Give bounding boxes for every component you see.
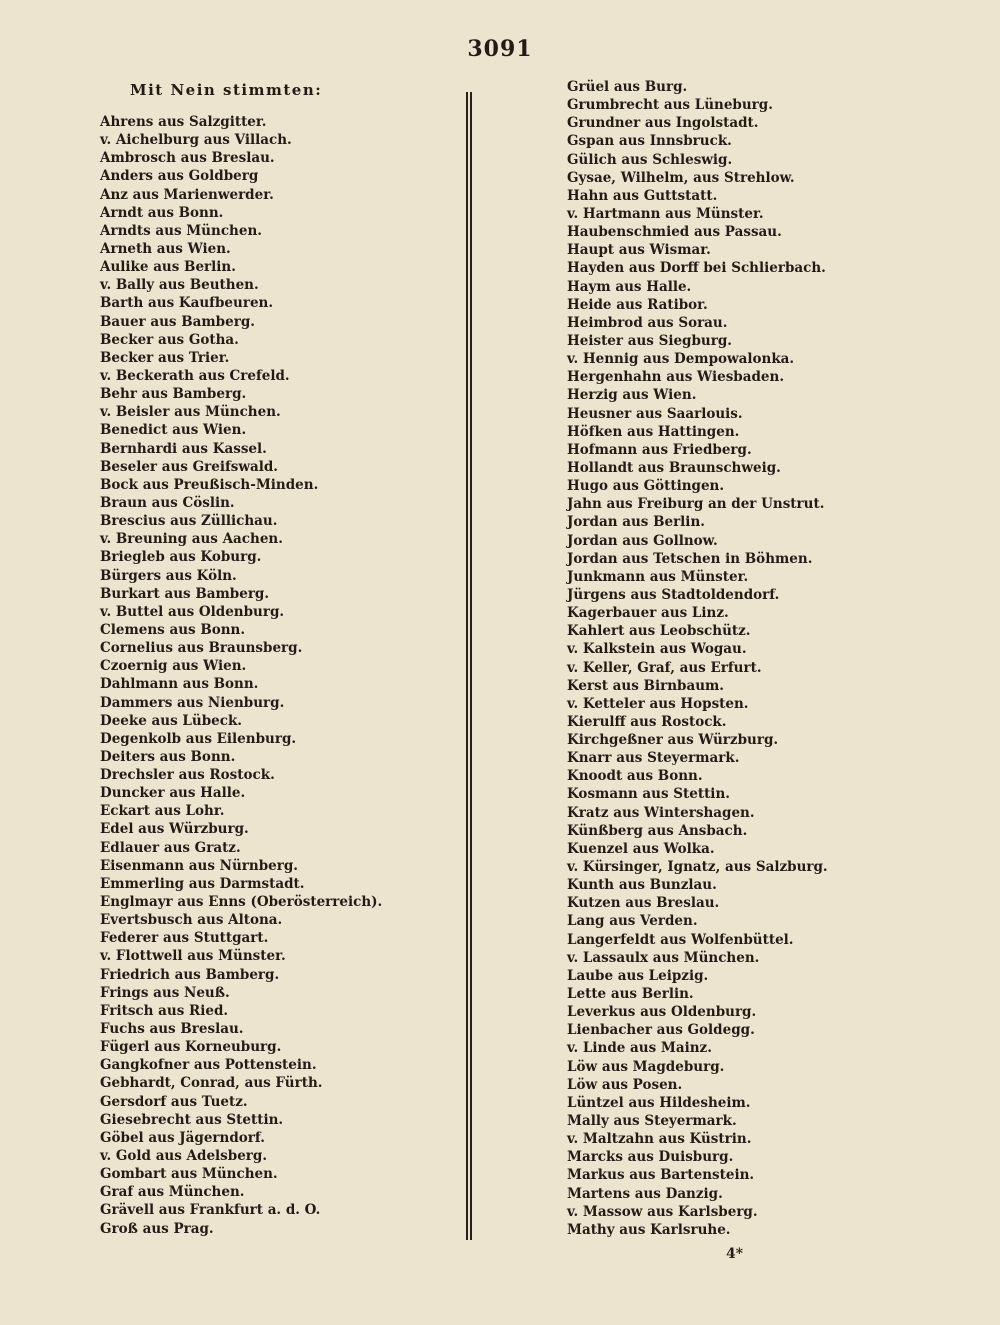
list-item: Ahrens aus Salzgitter. [100, 114, 267, 130]
list-item: Kahlert aus Leobschütz. [567, 623, 751, 640]
list-item: Kunth aus Bunzlau. [567, 877, 717, 894]
list-item: Kosmann aus Stettin. [567, 786, 730, 803]
list-item: Behr aus Bamberg. [100, 386, 247, 403]
list-item: Bürgers aus Köln. [100, 567, 237, 584]
list-item: Kirchgeßner aus Würzburg. [567, 732, 779, 749]
list-item: Fügerl aus Korneuburg. [100, 1039, 282, 1056]
list-item: v. Linde aus Mainz. [567, 1040, 712, 1057]
list-item: Martens aus Danzig. [567, 1185, 723, 1202]
list-item: Heimbrod aus Sorau. [567, 314, 728, 331]
list-item: Lang aus Verden. [567, 913, 698, 930]
list-item: v. Kürsinger, Ignatz, aus Salzburg. [567, 859, 828, 876]
list-item: Gspan aus Innsbruck. [567, 133, 732, 150]
list-item: Hugo aus Göttingen. [567, 478, 725, 495]
list-item: Kierulff aus Rostock. [567, 713, 727, 730]
list-item: Laube aus Leipzig. [567, 967, 709, 984]
list-item: Löw aus Posen. [567, 1076, 683, 1093]
list-item: Dahlmann aus Bonn. [100, 676, 259, 693]
list-item: Dammers aus Nienburg. [100, 694, 285, 711]
right-name-list [567, 78, 967, 1239]
list-item: Aulike aus Berlin. [100, 259, 236, 276]
list-item: Gysae, Wilhelm, aus Strehlow. [567, 169, 795, 186]
list-item: Künßberg aus Ansbach. [567, 822, 748, 839]
list-item: Drechsler aus Rostock. [100, 767, 275, 784]
right-column [567, 78, 967, 1239]
list-item: Gombart aus München. [100, 1166, 278, 1183]
list-item: Heister aus Siegburg. [567, 332, 732, 349]
list-item: Groß aus Prag. [100, 1220, 214, 1237]
list-item: Lüntzel aus Hildesheim. [567, 1094, 751, 1111]
list-item: Leverkus aus Oldenburg. [567, 1004, 757, 1021]
list-item: Heide aus Ratibor. [567, 296, 708, 313]
list-item: Gangkofner aus Pottenstein. [100, 1057, 317, 1074]
list-item: Becker aus Gotha. [100, 331, 239, 348]
list-item: Deiters aus Bonn. [100, 748, 236, 765]
list-item: Kerst aus Birnbaum. [567, 677, 724, 694]
list-item: v. Maltzahn aus Küstrin. [567, 1131, 752, 1148]
list-item: Benedict aus Wien. [100, 422, 247, 439]
list-item: Hayden aus Dorff bei Schlierbach. [567, 260, 826, 277]
list-item: v. Massow aus Karlsberg. [567, 1203, 758, 1220]
list-item: Herzig aus Wien. [567, 387, 697, 404]
list-item: Eckart aus Lohr. [100, 803, 225, 820]
list-item: Grumbrecht aus Lüneburg. [567, 97, 773, 114]
list-item: v. Gold aus Adelsberg. [100, 1148, 268, 1165]
list-item: v. Aichelburg aus Villach. [100, 132, 292, 149]
list-item: Czoernig aus Wien. [100, 658, 247, 675]
list-item: Ambrosch aus Breslau. [100, 150, 275, 167]
list-item: Kagerbauer aus Linz. [567, 605, 729, 622]
list-item: Arndts aus München. [100, 222, 262, 239]
vote-heading: Mit Nein stimmten: [130, 81, 323, 99]
list-item: Grundner aus Ingolstadt. [567, 115, 759, 132]
list-item: Lette aus Berlin. [567, 986, 694, 1003]
list-item: Haym aus Halle. [567, 278, 692, 295]
list-item: Haupt aus Wismar. [567, 242, 711, 259]
list-item: Edlauer aus Gratz. [100, 839, 241, 856]
list-item: Bock aus Preußisch-Minden. [100, 476, 319, 493]
list-item: Frings aus Neuß. [100, 984, 230, 1001]
list-item: Haubenschmied aus Passau. [567, 224, 782, 241]
list-item: Hahn aus Guttstatt. [567, 187, 718, 204]
list-item: Braun aus Cöslin. [100, 494, 235, 511]
list-item: Mathy aus Karlsruhe. [567, 1221, 731, 1238]
list-item: Arndt aus Bonn. [100, 204, 224, 221]
list-item: Jahn aus Freiburg an der Unstrut. [567, 496, 825, 513]
list-item: Kuenzel aus Wolka. [567, 840, 715, 857]
left-name-list [100, 113, 460, 1238]
list-item: Jordan aus Tetschen in Böhmen. [567, 550, 813, 567]
list-item: Giesebrecht aus Stettin. [100, 1111, 284, 1128]
list-item: Brescius aus Züllichau. [100, 513, 278, 530]
list-item: Höfken aus Hattingen. [567, 423, 740, 440]
list-item: v. Beisler aus München. [100, 404, 281, 421]
list-item: Anz aus Marienwerder. [100, 186, 274, 203]
list-item: Hergenhahn aus Wiesbaden. [567, 369, 785, 386]
list-item: Bauer aus Bamberg. [100, 313, 255, 330]
list-item: Grüel aus Burg. [567, 79, 688, 95]
list-item: v. Breuning aus Aachen. [100, 531, 283, 548]
list-item: Grävell aus Frankfurt a. d. O. [100, 1202, 321, 1219]
left-column [100, 78, 460, 1238]
list-item: v. Hennig aus Dempowalonka. [567, 351, 795, 368]
list-item: Gülich aus Schleswig. [567, 151, 733, 168]
list-item: Briegleb aus Koburg. [100, 549, 262, 566]
list-item: Becker aus Trier. [100, 349, 230, 366]
list-item: Langerfeldt aus Wolfenbüttel. [567, 931, 794, 948]
signature-mark: 4* [726, 1246, 744, 1262]
list-item: Duncker aus Halle. [100, 785, 246, 802]
list-item: v. Beckerath aus Crefeld. [100, 367, 290, 384]
list-item: Barth aus Kaufbeuren. [100, 295, 274, 312]
list-item: v. Buttel aus Oldenburg. [100, 603, 285, 620]
list-item: Hofmann aus Friedberg. [567, 441, 752, 458]
list-item: Emmerling aus Darmstadt. [100, 875, 305, 892]
list-item: Beseler aus Greifswald. [100, 458, 278, 475]
list-item: Anders aus Goldberg [100, 168, 259, 185]
list-item: Englmayr aus Enns (Oberösterreich). [100, 894, 383, 911]
list-item: Cornelius aus Braunsberg. [100, 640, 303, 657]
list-item: Edel aus Würzburg. [100, 821, 249, 838]
list-item: Junkmann aus Münster. [567, 568, 749, 585]
list-item: Bernhardi aus Kassel. [100, 440, 267, 457]
list-item: Deeke aus Lübeck. [100, 712, 243, 729]
list-item: Mally aus Steyermark. [567, 1113, 737, 1130]
list-item: Jürgens aus Stadtoldendorf. [567, 586, 780, 603]
list-item: Gersdorf aus Tuetz. [100, 1093, 248, 1110]
list-item: Eisenmann aus Nürnberg. [100, 857, 299, 874]
list-item: Kutzen aus Breslau. [567, 895, 720, 912]
list-item: Degenkolb aus Eilenburg. [100, 730, 297, 747]
list-item: Fritsch aus Ried. [100, 1002, 229, 1019]
list-item: Löw aus Magdeburg. [567, 1058, 725, 1075]
list-item: Clemens aus Bonn. [100, 621, 246, 638]
list-item: Heusner aus Saarlouis. [567, 405, 743, 422]
list-item: Marcks aus Duisburg. [567, 1149, 734, 1166]
list-item: Evertsbusch aus Altona. [100, 912, 283, 929]
list-item: Kratz aus Wintershagen. [567, 804, 755, 821]
list-item: Jordan aus Gollnow. [567, 532, 718, 549]
list-item: Fuchs aus Breslau. [100, 1021, 244, 1038]
list-item: Lienbacher aus Goldegg. [567, 1022, 755, 1039]
list-item: Jordan aus Berlin. [567, 514, 705, 531]
list-item: v. Keller, Graf, aus Erfurt. [567, 659, 762, 676]
list-item: Friedrich aus Bamberg. [100, 966, 280, 983]
column-divider [466, 92, 472, 1240]
list-item: v. Bally aus Beuthen. [100, 277, 259, 294]
list-item: Gebhardt, Conrad, aus Fürth. [100, 1075, 323, 1092]
page-number: 3091 [467, 36, 533, 62]
list-item: Markus aus Bartenstein. [567, 1167, 755, 1184]
list-item: Federer aus Stuttgart. [100, 930, 269, 947]
list-item: v. Kalkstein aus Wogau. [567, 641, 747, 658]
list-item: Graf aus München. [100, 1184, 245, 1201]
list-item: Burkart aus Bamberg. [100, 585, 270, 602]
list-item: Hollandt aus Braunschweig. [567, 459, 781, 476]
list-item: Knoodt aus Bonn. [567, 768, 703, 785]
list-item: v. Flottwell aus Münster. [100, 948, 286, 965]
list-item: Knarr aus Steyermark. [567, 750, 740, 767]
list-item: v. Ketteler aus Hopsten. [567, 695, 749, 712]
list-item: v. Hartmann aus Münster. [567, 205, 764, 222]
list-item: Göbel aus Jägerndorf. [100, 1129, 265, 1146]
list-item: v. Lassaulx aus München. [567, 949, 760, 966]
list-item: Arneth aus Wien. [100, 240, 231, 257]
